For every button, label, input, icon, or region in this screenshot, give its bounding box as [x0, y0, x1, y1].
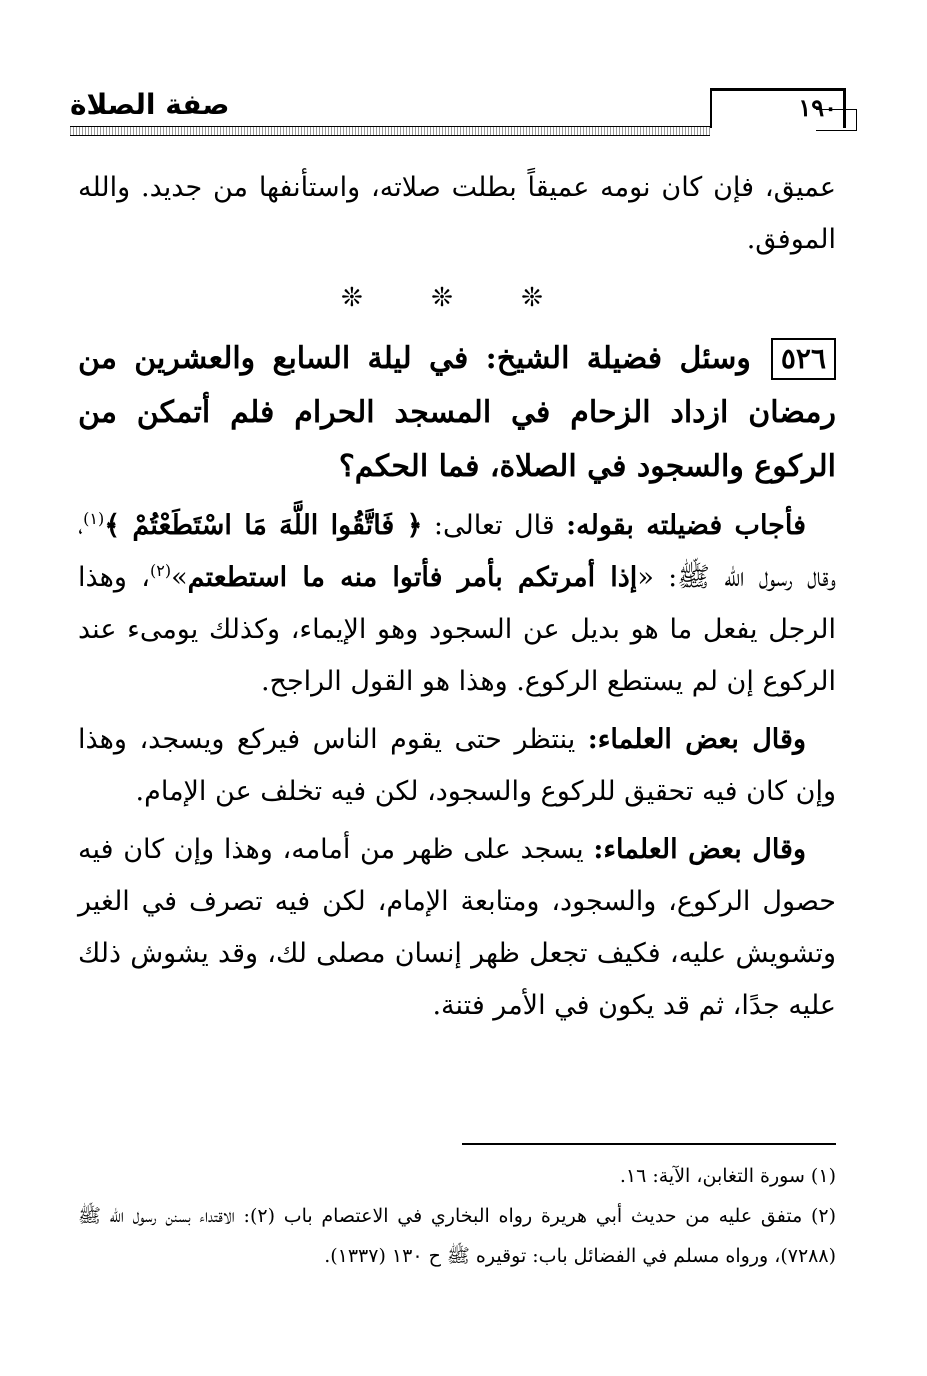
page-header	[70, 88, 837, 138]
footnote-ref-1: (١)	[83, 509, 105, 528]
question-number: ٥٢٦	[771, 338, 836, 380]
quran-verse: ﴿ فَاتَّقُوا اللَّهَ مَا اسْتَطَعْتُمْ ﴾	[104, 510, 423, 541]
footnote-rule	[462, 1143, 836, 1145]
footnote-ref-2: (٢)	[150, 561, 172, 580]
question-block	[78, 332, 836, 494]
page-number-box	[710, 88, 846, 128]
answer-text-a: قال تعالى:	[422, 510, 567, 541]
page-body	[78, 162, 836, 1032]
question-text: وسئل فضيلة الشيخ: في ليلة السابع والعشرين من رمضان ازداد الزحام في المسجد الحرام فلم أتمكن من الركوع والسجود في الصلاة، فما الحكم؟	[78, 341, 836, 484]
answer-text-b: ، وقال رسول الله ﷺ: «	[78, 510, 837, 593]
footnote-2: (٢) متفق عليه من حديث أبي هريرة رواه البخاري في الاعتصام باب (٢): الاقتداء بسنن رسول الله ﷺ (٧٢٨٨)، ورواه مسلم في الفضائل باب: توقيره ﷺ ح ١٣٠ (١٣٣٧).	[78, 1205, 837, 1267]
running-title: صفة الصلاة	[70, 88, 230, 121]
opinion-paragraph-1	[78, 714, 836, 818]
opinion-2-lead: وقال بعض العلماء:	[593, 834, 806, 865]
intro-text: عميق، فإن كان نومه عميقاً بطلت صلاته، واستأنفها من جديد. والله الموفق.	[78, 172, 836, 255]
answer-lead: فأجاب فضيلته بقوله:	[566, 510, 806, 541]
opinion-1-text: ينتظر حتى يقوم الناس فيركع ويسجد، وهذا وإن كان فيه تحقيق للركوع والسجود، لكن فيه تخلف عن الإمام.	[78, 724, 836, 807]
page-number: ١٩٠	[798, 93, 837, 122]
opinion-paragraph-2	[78, 824, 836, 1032]
answer-text-d: ، وهذا الرجل يفعل ما هو بديل عن السجود وهو الإيماء، وكذلك يومىء عند الركوع إن لم يستطع الركوع. وهذا هو القول الراجح.	[78, 562, 836, 697]
footnotes	[78, 1156, 836, 1276]
footnote-1: (١) سورة التغابن، الآية: ١٦.	[619, 1165, 836, 1187]
answer-text-c: »	[171, 562, 188, 593]
answer-paragraph	[78, 500, 836, 708]
hadith-text: إذا أمرتكم بأمر فأتوا منه ما استطعتم	[187, 562, 638, 593]
section-separator: ❊ ❊ ❊	[341, 283, 573, 313]
opinion-1-lead: وقال بعض العلماء:	[587, 724, 806, 755]
header-rule	[70, 126, 710, 136]
opinion-2-text: يسجد على ظهر من أمامه، وهذا وإن كان فيه حصول الركوع، والسجود، ومتابعة الإمام، لكن فيه تصرف في الغير وتشويش عليه، فكيف تجعل ظهر إنسان مصلى لك، وقد يشوش ذلك عليه جدًا، ثم قد يكون في الأمر فتنة.	[78, 834, 836, 1021]
